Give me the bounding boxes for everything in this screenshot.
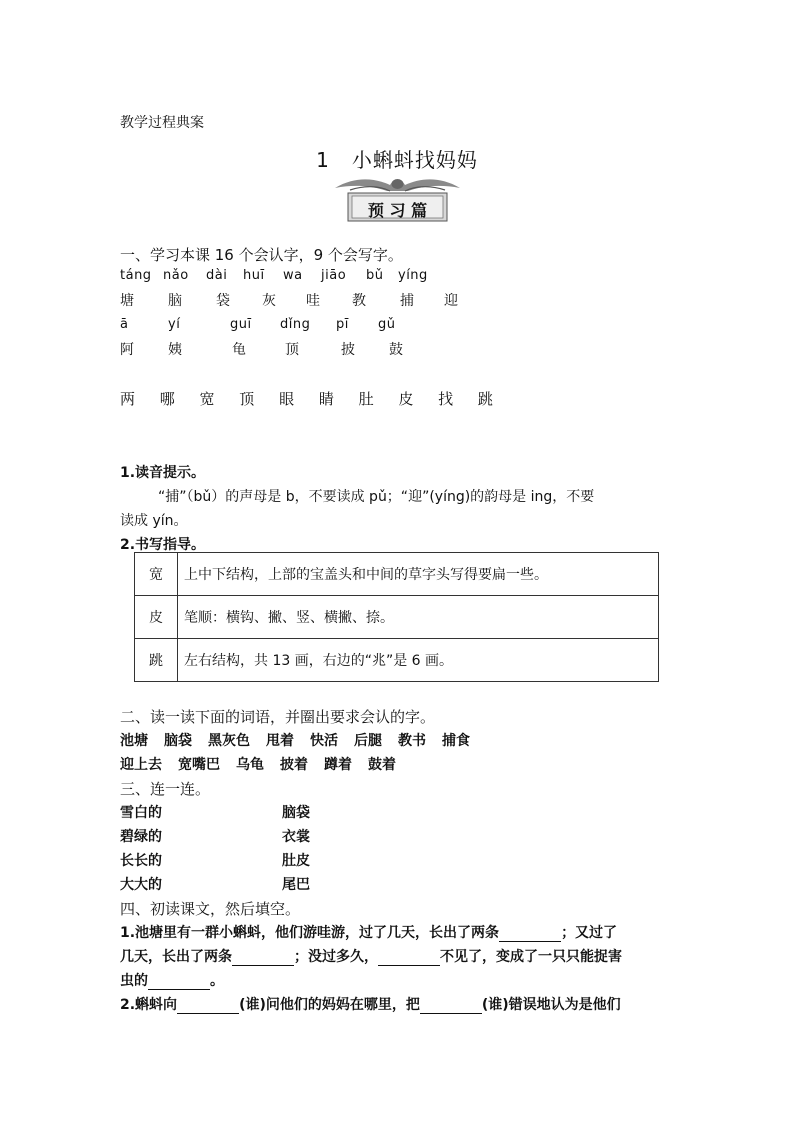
q1-text: 几天，长出了两条 [120,949,232,965]
writing-guide-title: 2.书写指导。 [120,537,206,553]
match-right-item: 肚皮 [282,853,310,869]
pinyin: pī [336,317,349,332]
words-line-1 [120,730,486,750]
guide-desc: 笔顺：横钩、撇、竖、横撇、捺。 [178,596,659,639]
header-label: 教学过程典案 [120,115,204,131]
pinyin: nǎo [163,268,189,283]
pinyin: dài [206,268,228,283]
match-right-item: 尾巴 [282,877,310,893]
match-left-item: 碧绿的 [120,829,162,845]
char: 龟 [232,342,246,358]
char: 迎 [444,293,458,309]
char: 捕 [400,293,414,309]
pinyin: yíng [398,268,428,283]
pinyin: gǔ [378,317,396,332]
fill-blank[interactable] [177,999,239,1014]
pinyin-row-2 [120,317,418,332]
q2-text: 2.蝌蚪向 [120,997,178,1013]
word: 乌龟 [236,757,264,773]
preview-banner [330,176,465,224]
pinyin-row-1 [120,268,438,283]
word: 蹲着 [324,757,352,773]
lesson-title-text: 小蝌蚪找妈妈 [351,148,478,172]
word: 宽嘴巴 [178,757,220,773]
q1-text: ；没过多久， [294,949,378,965]
q1-line3 [120,970,224,990]
guide-char: 宽 [135,553,178,596]
q1-text: 。 [210,973,224,989]
guide-desc: 上中下结构，上部的宝盖头和中间的草字头写得要扁一些。 [178,553,659,596]
pinyin: guī [230,317,252,332]
match-left-item: 雪白的 [120,805,162,821]
fill-blank[interactable] [148,975,210,990]
char: 教 [352,293,366,309]
reading-tip-line1: “捕”（bǔ）的声母是 b，不要读成 pǔ；“迎”(yíng)的韵母是 ing，不要 [158,489,595,505]
char: 袋 [216,293,230,309]
word: 黑灰色 [208,733,250,749]
char: 顶 [285,342,299,358]
table-row [135,639,659,682]
q1-line2 [120,946,622,966]
char-row-1 [120,290,484,310]
banner-text: 预 习 篇 [367,201,428,220]
table-row [135,553,659,596]
q1-text: ；又过了 [561,925,618,941]
pinyin: jiāo [321,268,347,283]
guide-desc: 左右结构，共 13 画，右边的“兆”是 6 画。 [178,639,659,682]
word: 鼓着 [368,757,396,773]
lesson-number: 1 [316,148,330,172]
word: 快活 [310,733,338,749]
char: 阿 [120,342,134,358]
fill-blank[interactable] [420,999,482,1014]
pinyin: ā [120,317,129,332]
write-chars: 两 哪 宽 顶 眼 睛 肚 皮 找 跳 [120,390,503,408]
q2-text: (谁)错误地认为是他们 [481,997,621,1013]
char: 塘 [120,293,134,309]
q2-line1 [120,994,621,1014]
guide-char: 皮 [135,596,178,639]
section4-heading: 四、初读课文，然后填空。 [120,900,301,918]
pinyin: yí [168,317,181,332]
q1-line1 [120,922,617,942]
char: 哇 [306,293,320,309]
match-left-item: 大大的 [120,877,162,893]
word: 池塘 [120,733,148,749]
pinyin: dǐng [280,317,311,332]
char-row-2 [120,339,429,359]
pinyin: táng [120,268,152,283]
words-line-2 [120,754,412,774]
q1-text: 虫的 [120,973,148,989]
char: 姨 [168,342,182,358]
char: 脑 [168,293,182,309]
match-right-item: 衣裳 [282,829,310,845]
word: 甩着 [266,733,294,749]
match-left-item: 长长的 [120,853,162,869]
word: 后腿 [354,733,382,749]
fill-blank[interactable] [232,951,294,966]
char: 披 [341,342,355,358]
match-right-item: 脑袋 [282,805,310,821]
section3-heading: 三、连一连。 [120,780,211,798]
q1-text: 不见了，变成了一只只能捉害 [440,949,622,965]
pinyin: bǔ [366,268,384,283]
table-row [135,596,659,639]
reading-tip-title: 1.读音提示。 [120,465,206,481]
pinyin: huī [243,268,265,283]
word: 捕食 [442,733,470,749]
fill-blank[interactable] [378,951,440,966]
word: 脑袋 [164,733,192,749]
guide-char: 跳 [135,639,178,682]
reading-tip-line2: 读成 yín。 [120,513,188,529]
section1-heading: 一、学习本课 16 个会认字，9 个会写字。 [120,246,403,264]
char: 鼓 [389,342,403,358]
char: 灰 [262,293,276,309]
q2-text: (谁)问他们的妈妈在哪里，把 [239,997,420,1013]
word: 教书 [398,733,426,749]
section2-heading: 二、读一读下面的词语，并圈出要求会认的字。 [120,708,436,726]
lesson-title [0,144,794,173]
word: 迎上去 [120,757,162,773]
writing-guide-table [134,552,659,682]
pinyin: wa [283,268,303,283]
fill-blank[interactable] [499,927,561,942]
q1-text: 1.池塘里有一群小蝌蚪，他们游哇游，过了几天，长出了两条 [120,925,500,941]
word: 披着 [280,757,308,773]
